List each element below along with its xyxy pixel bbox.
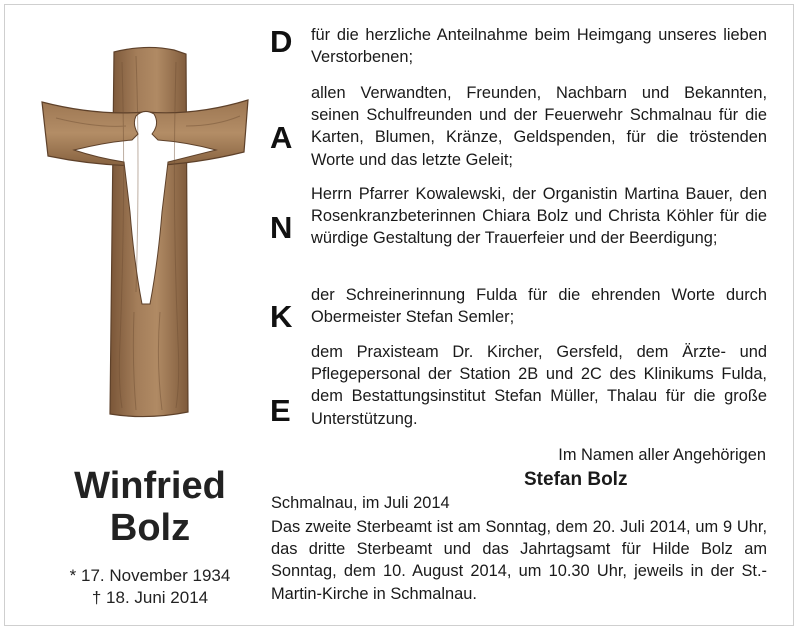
- wooden-cross-icon: [36, 42, 256, 422]
- acrostic-letter-d: D: [270, 24, 293, 59]
- memorial-mass-notice: Das zweite Sterbeamt ist am Sonntag, dem 20. Juli 2014, um 9 Uhr, das dritte Sterbeamt und das Jahrtagsamt für Hilde Bolz am Sonntag, dem 10. August 2014, um 10.30 Uhr, jeweils in der St.-Martin-Kirche in Schmalnau.: [271, 518, 767, 603]
- thanks-paragraph: Herrn Pfarrer Kowalewski, der Organistin Martina Bauer, den Rosenkranzbeterinnen Chiara Bolz und Christa Köhler für die würdige Gestaltung der Trauerfeier und der Beerdigung;: [311, 185, 767, 248]
- deceased-first-name: Winfried: [74, 465, 226, 507]
- on-behalf-line: Im Namen aller Angehörigen: [558, 446, 766, 464]
- place-and-date: Schmalnau, im Juli 2014: [271, 494, 450, 512]
- birth-date: * 17. November 1934: [69, 566, 231, 585]
- death-date: † 18. Juni 2014: [91, 588, 209, 607]
- thanks-paragraph: allen Verwandten, Freunden, Nachbarn und Bekannten, seinen Schulfreunden und der Feuerwehr Schmalnau für die Karten, Blumen, Kränze, Geldspenden, für die tröstenden Worte und das letzte Geleit;: [311, 84, 767, 169]
- acrostic-letter-k: K: [270, 299, 293, 334]
- deceased-last-name: Bolz: [109, 507, 191, 549]
- acrostic-letter-e: E: [270, 393, 291, 428]
- acrostic-letter-a: A: [270, 120, 293, 155]
- thanks-paragraph: für die herzliche Anteilnahme beim Heimgang unseres lieben Verstorbenen;: [311, 26, 767, 67]
- signatory-name: Stefan Bolz: [524, 469, 628, 490]
- thanks-paragraph: dem Praxisteam Dr. Kircher, Gersfeld, dem Ärzte- und Pflegepersonal der Station 2B und 2C des Klinikums Fulda, dem Bestattungsinstitut Stefan Müller, Thalau für die große Unterstützung.: [311, 343, 767, 428]
- acrostic-letter-n: N: [270, 210, 293, 245]
- thanks-paragraph: der Schreinerinnung Fulda für die ehrenden Worte durch Obermeister Stefan Semler;: [311, 286, 767, 327]
